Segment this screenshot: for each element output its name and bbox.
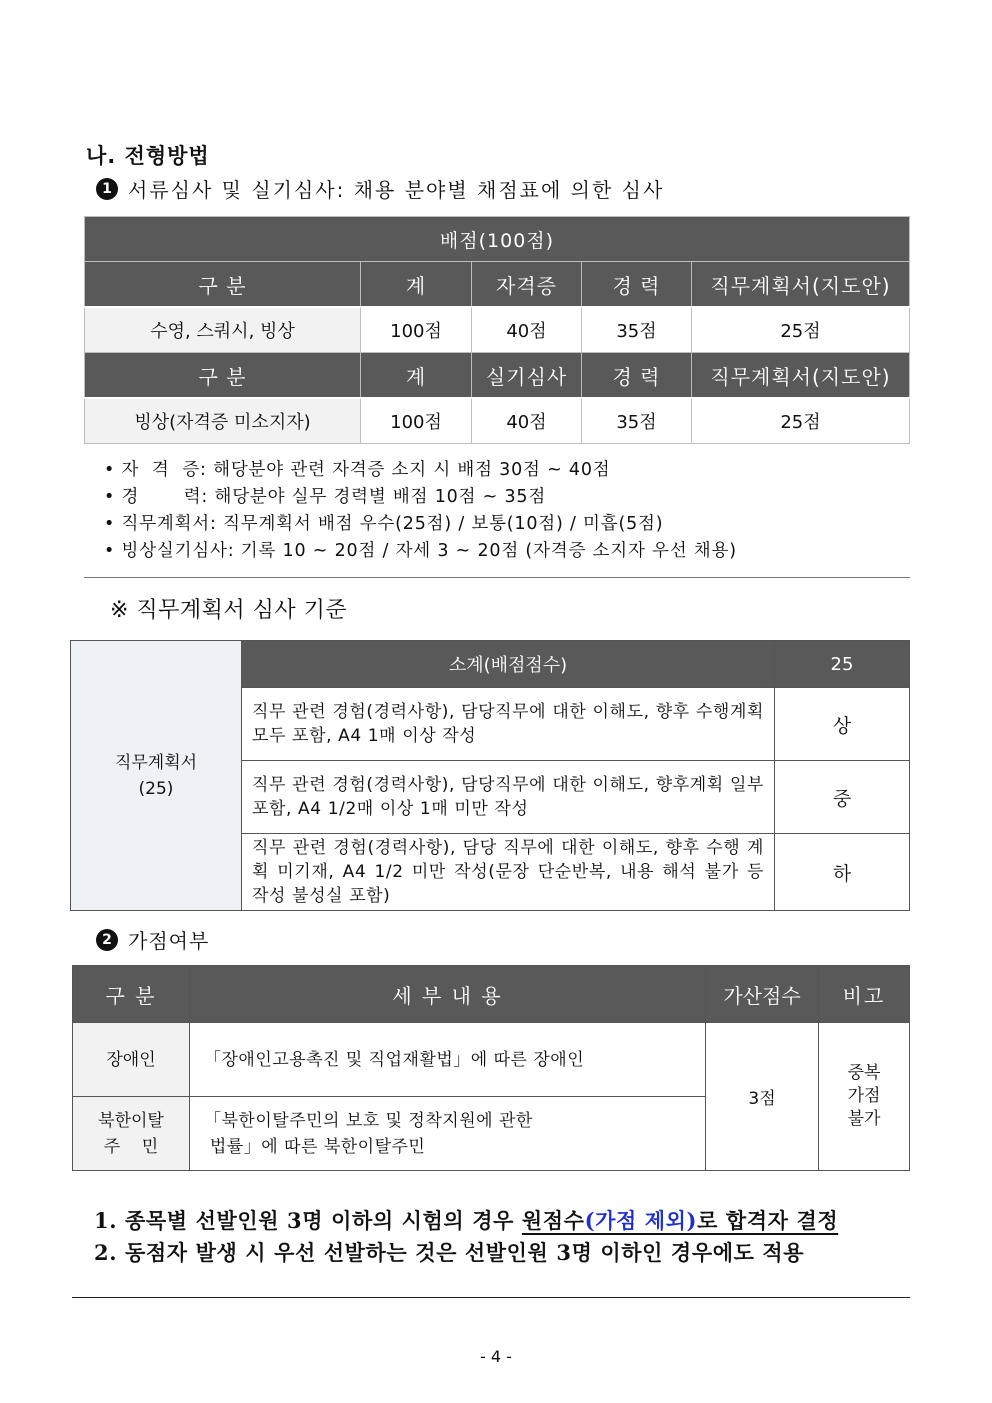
criteria-header-label: 소계(배점점수): [242, 641, 775, 688]
subsection-1-heading: [96, 174, 664, 203]
detail-line: 법률」에 따른 북한이탈주민: [204, 1136, 426, 1157]
rule-1-emphasis: [522, 1208, 838, 1233]
header-cell: 구 분: [85, 353, 361, 399]
score-table-caption: 배점(100점): [85, 217, 910, 262]
remark-line: 중복: [847, 1063, 881, 1083]
footer-divider: [72, 1297, 910, 1298]
table-cell: 35점: [582, 307, 692, 353]
table-cell: 25점: [692, 398, 910, 444]
header-cell: 경 력: [582, 262, 692, 308]
rule-1-original-score: 원점수: [521, 1208, 585, 1233]
circled-number-2-icon: 2: [96, 929, 118, 951]
header-cell: 경 력: [582, 353, 692, 399]
criteria-grade: 상: [775, 688, 910, 761]
rule-1: [94, 1205, 838, 1235]
table-cell: 100점: [361, 307, 472, 353]
criteria-desc: 직무 관련 경험(경력사항), 담당직무에 대한 이해도, 향후 수행계획 모두 포함, A4 1매 이상 작성: [242, 688, 775, 761]
bonus-detail: [190, 1097, 706, 1171]
header-cell: 실기심사: [472, 353, 582, 399]
remark-line: 가점: [847, 1086, 881, 1106]
bonus-table: [72, 965, 910, 1171]
subsection-2-text: 가점여부: [128, 929, 210, 953]
criteria-category-score: (25): [138, 778, 174, 799]
table-cell: 40점: [472, 398, 582, 444]
table-cell: 100점: [361, 398, 472, 444]
row-label: 수영, 스쿼시, 빙상: [85, 307, 361, 353]
header-cell: 직무계획서(지도안): [692, 262, 910, 308]
criteria-desc: 직무 관련 경험(경력사항), 담당 직무에 대한 이해도, 향후 수행 계획 미기재, A4 1/2 미만 작성(문장 단순반복, 내용 해석 불가 등 작성 불성실 포함): [242, 834, 775, 911]
criteria-table: [70, 640, 910, 911]
rule-1-decision: 로 합격자 결정: [697, 1208, 839, 1233]
note-line: • 자 격 증: 해당분야 관련 자격증 소지 시 배점 30점 ~ 40점: [104, 460, 611, 480]
header-cell: 구 분: [73, 966, 190, 1023]
table-cell: 25점: [692, 307, 910, 353]
row-label: 빙상(자격증 미소지자): [85, 398, 361, 444]
remark-line: 불가: [847, 1109, 881, 1129]
criteria-desc: 직무 관련 경험(경력사항), 담당직무에 대한 이해도, 향후계획 일부 포함, A4 1/2매 이상 1매 미만 작성: [242, 761, 775, 834]
bonus-points: 3점: [706, 1023, 819, 1171]
note-line: • 직무계획서: 직무계획서 배점 우수(25점) / 보통(10점) / 미흡(5점): [104, 514, 664, 534]
header-cell: 계: [361, 262, 472, 308]
criteria-header-value: 25: [775, 641, 910, 688]
criteria-category-label: 직무계획서: [114, 752, 198, 773]
header-cell: 계: [361, 353, 472, 399]
circled-number-1-icon: 1: [96, 178, 118, 200]
criteria-heading: ※ 직무계획서 심사 기준: [110, 598, 348, 623]
header-cell: 자격증: [472, 262, 582, 308]
detail-line: 「북한이탈주민의 보호 및 정착지원에 관한: [204, 1110, 533, 1131]
bonus-category: 장애인: [73, 1023, 190, 1097]
criteria-grade: 하: [775, 834, 910, 911]
subsection-1-text: 서류심사 및 실기심사: 채용 분야별 채점표에 의한 심사: [128, 178, 665, 202]
table-cell: 35점: [582, 398, 692, 444]
page-number: - 4 -: [480, 1347, 512, 1366]
criteria-grade: 중: [775, 761, 910, 834]
bonus-detail: 「장애인고용촉진 및 직업재활법」에 따른 장애인: [190, 1023, 706, 1097]
rule-2: 2. 동점자 발생 시 우선 선발하는 것은 선발인원 3명 이하인 경우에도 적용: [94, 1240, 805, 1265]
note-line: • 경 력: 해당분야 실무 경력별 배점 10점 ~ 35점: [104, 487, 547, 507]
subsection-2-heading: [96, 925, 209, 954]
rule-1-exclusion: (가점 제외): [584, 1208, 698, 1233]
category-line: 주 민: [103, 1136, 159, 1157]
header-cell: 세 부 내 용: [190, 966, 706, 1023]
criteria-category-cell: [71, 641, 242, 911]
header-cell: 가산점수: [706, 966, 819, 1023]
bonus-category: [73, 1097, 190, 1171]
score-notes: [104, 457, 737, 565]
rule-1-prefix: 1. 종목별 선발인원 3명 이하의 시험의 경우: [94, 1208, 522, 1233]
bonus-remark: [819, 1023, 910, 1171]
divider: [84, 577, 910, 578]
header-cell: 구 분: [85, 262, 361, 308]
score-table: [84, 216, 910, 444]
header-cell: 직무계획서(지도안): [692, 353, 910, 399]
header-cell: 비고: [819, 966, 910, 1023]
category-line: 북한이탈: [98, 1110, 164, 1131]
table-cell: 40점: [472, 307, 582, 353]
note-line: • 빙상실기심사: 기록 10 ~ 20점 / 자세 3 ~ 20점 (자격증 소지자 우선 채용): [104, 541, 737, 561]
section-title: 나. 전형방법: [86, 144, 210, 168]
